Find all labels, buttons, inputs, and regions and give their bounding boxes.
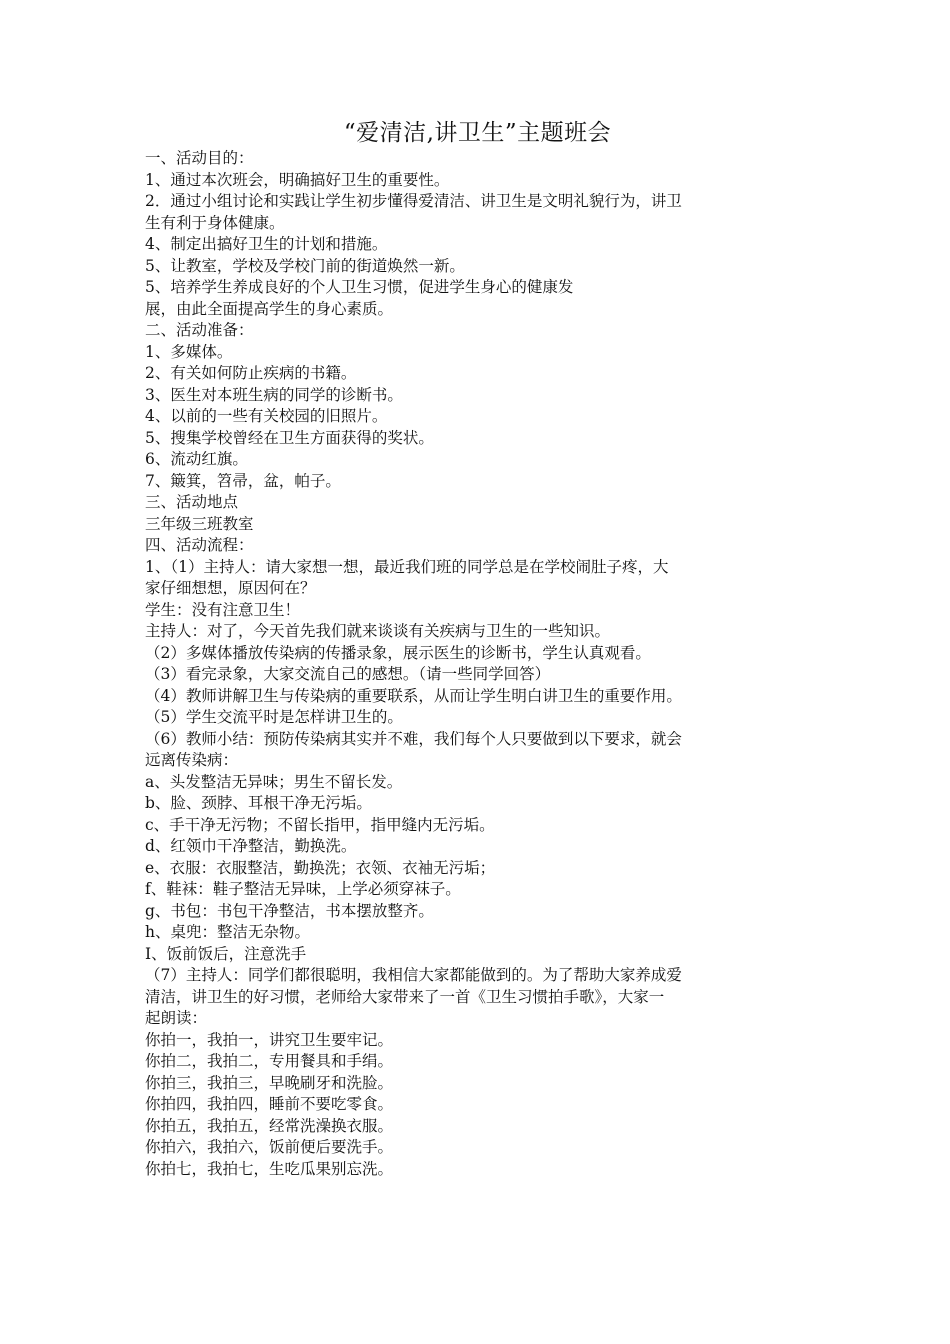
text-line: 你拍四，我拍四，睡前不要吃零食。 [145, 1095, 394, 1113]
text-line: f、鞋袜：鞋子整洁无异味，上学必须穿袜子。 [145, 880, 461, 898]
text-line: 一、活动目的： [145, 149, 254, 167]
text-line: 3、医生对本班生病的同学的诊断书。 [145, 385, 403, 404]
text-line: 5、让教室，学校及学校门前的街道焕然一新。 [145, 256, 465, 275]
text-line: 二、活动准备： [145, 321, 254, 339]
text-line: 6、流动红旗。 [145, 450, 248, 468]
text-line: g、书包：书包干净整洁，书本摆放整齐。 [145, 901, 434, 920]
text-line: 5、搜集学校曾经在卫生方面获得的奖状。 [145, 428, 434, 447]
text-line: 1、（1）主持人：请大家想一想，最近我们班的同学总是在学校闹肚子疼，大 [145, 557, 669, 576]
text-line: e、衣服：衣服整洁，勤换洗；衣领、衣袖无污垢； [145, 858, 496, 877]
text-line: 2．通过小组讨论和实践让学生初步懂得爱清洁、讲卫生是文明礼貌行为，讲卫 [145, 192, 682, 210]
text-line: （7）主持人：同学们都很聪明，我相信大家都能做到的。为了帮助大家养成爱 [145, 966, 682, 984]
text-line: （6）教师小结：预防传染病其实并不难，我们每个人只要做到以下要求，就会 [145, 729, 682, 748]
document-body [145, 148, 810, 1180]
text-line: （3）看完录象，大家交流自己的感想。（请一些同学回答） [145, 665, 551, 683]
text-line: 生有利于身体健康。 [145, 213, 285, 232]
text-line: 5、培养学生养成良好的个人卫生习惯，促进学生身心的健康发 [145, 278, 574, 296]
text-line: 你拍六，我拍六，饭前便后要洗手。 [145, 1138, 394, 1156]
text-line: 清洁，讲卫生的好习惯，老师给大家带来了一首《卫生习惯拍手歌》，大家一 [145, 987, 665, 1006]
document-page [145, 118, 810, 1180]
text-line: 家仔细想想，原因何在？ [145, 579, 316, 597]
text-line: （5）学生交流平时是怎样讲卫生的。 [145, 708, 403, 726]
text-line: 你拍二，我拍二，专用餐具和手绢。 [145, 1052, 394, 1070]
text-line: （4）教师讲解卫生与传染病的重要联系，从而让学生明白讲卫生的重要作用。 [145, 686, 682, 705]
text-line: 三、活动地点 [145, 493, 239, 511]
text-line: 你拍一，我拍一，讲究卫生要牢记。 [145, 1030, 394, 1049]
text-line: 四、活动流程： [145, 536, 254, 554]
text-line: 主持人：对了，今天首先我们就来谈谈有关疾病与卫生的一些知识。 [145, 622, 611, 640]
text-line: （2）多媒体播放传染病的传播录象，展示医生的诊断书，学生认真观看。 [145, 643, 651, 662]
text-line: 你拍七，我拍七，生吃瓜果别忘洗。 [145, 1159, 394, 1178]
text-line: a、头发整洁无异味；男生不留长发。 [145, 772, 403, 791]
document-title: “爱清洁,讲卫生”主题班会 [343, 120, 612, 146]
text-line: b、脸、颈脖、耳根干净无污垢。 [145, 794, 372, 812]
text-line: c、手干净无污物；不留长指甲，指甲缝内无污垢。 [145, 815, 495, 834]
text-line: 1、多媒体。 [145, 342, 233, 361]
text-line: 学生：没有注意卫生！ [145, 600, 301, 619]
text-line: 4、制定出搞好卫生的计划和措施。 [145, 235, 388, 253]
text-line: 7、簸箕，笤帚，盆，帕子。 [145, 471, 341, 490]
text-line: 1、通过本次班会，明确搞好卫生的重要性。 [145, 170, 450, 189]
text-line: h、桌兜：整洁无杂物。 [145, 923, 310, 941]
text-line: 你拍五，我拍五，经常洗澡换衣服。 [145, 1116, 394, 1135]
text-line: 起朗读： [145, 1009, 208, 1027]
text-line: 2、有关如何防止疾病的书籍。 [145, 364, 357, 382]
text-line: 三年级三班教室 [145, 514, 254, 533]
text-line: 展，由此全面提高学生的身心素质。 [145, 299, 394, 318]
text-line: d、红领巾干净整洁，勤换洗。 [145, 837, 357, 855]
text-line: 远离传染病： [145, 751, 239, 769]
text-line: 4、以前的一些有关校园的旧照片。 [145, 407, 388, 425]
text-line: I、饭前饭后，注意洗手 [145, 944, 307, 963]
text-line: 你拍三，我拍三，早晚刷牙和洗脸。 [145, 1073, 394, 1092]
